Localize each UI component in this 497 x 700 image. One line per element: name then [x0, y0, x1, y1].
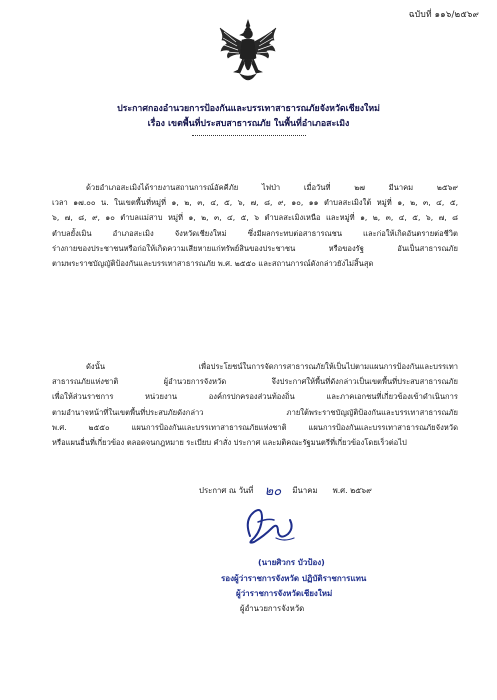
- paragraph-1-line: ด้วยอำเภอสะเมิงได้รายงานสถานการณ์อัคคีภัย ไฟป่า เมื่อวันที่ ๒๗ มีนาคม ๒๕๖๙: [86, 183, 458, 192]
- paragraph-2-line: หรือแผนอื่นที่เกี่ยวข้อง ตลอดจนกฎหมาย ระเบียบ คำสั่ง ประกาศ และมติคณะรัฐมนตรีที่เกี่ยวข้องโดยเร็วต่อไป: [52, 438, 407, 447]
- paragraph-1-line: ตำบลยั้งเมิน อำเภอสะเมิง จังหวัดเชียงใหม่ ซึ่งมีผลกระทบต่อสาธารณชน และก่อให้เกิดอันตรายต่อชีวิต: [52, 229, 458, 238]
- announcement-subject: เรื่อง เขตพื้นที่ประสบสาธารณภัย ในพื้นที่อำเภอสะเมิง: [147, 119, 350, 129]
- announce-day: ๒๐: [264, 484, 282, 499]
- announcement-title: ประกาศกองอำนวยการป้องกันและบรรเทาสาธารณภัยจังหวัดเชียงใหม่: [117, 104, 380, 114]
- garuda-emblem: [216, 18, 280, 86]
- announce-prefix: ประกาศ ณ วันที่: [199, 486, 254, 495]
- announce-year: พ.ศ. ๒๕๖๙: [332, 486, 372, 495]
- paragraph-1-line: ๖, ๗, ๘, ๙, ๑๐ ตำบลแม่สาบ หมู่ที่ ๑, ๒, ๓, ๔, ๕, ๖ ตำบลสะเมิงเหนือ และหมู่ที่ ๑, ๒, ๓, ๔, ๕, ๖, ๗, ๘: [52, 213, 458, 222]
- paragraph-1-line: เวลา ๑๗.๐๐ น. ในเขตพื้นที่หมู่ที่ ๑, ๒, ๓, ๔, ๕, ๖, ๗, ๘, ๙, ๑๐, ๑๑ ตำบลสะเมิงใต้ หมู่ที่ ๑, ๒, ๓, ๔, ๕,: [52, 198, 458, 207]
- announce-month: มีนาคม: [292, 486, 318, 495]
- paragraph-2-line: ดังนั้น เพื่อประโยชน์ในการจัดการสาธารณภัยให้เป็นไปตามแผนการป้องกันและบรรเทา: [86, 362, 458, 371]
- signer-position: ผู้อำนวยการจังหวัด: [240, 604, 305, 613]
- signer-position: รองผู้ว่าราชการจังหวัด ปฏิบัติราชการแทน: [221, 574, 367, 583]
- paragraph-2-line: เพื่อให้ส่วนราชการ หน่วยงาน องค์กรปกครองส่วนท้องถิ่น และภาคเอกชนที่เกี่ยวข้องเข้าดำเนินการ: [52, 392, 458, 401]
- paragraph-2-line: ตามอำนาจหน้าที่ในเขตพื้นที่ประสบภัยดังกล่าว ภายใต้พระราชบัญญัติป้องกันและบรรเทาสาธารณภัย: [52, 408, 458, 417]
- paragraph-1-line: ร่างกายของประชาชนหรือก่อให้เกิดความเสียหายแก่ทรัพย์สินของประชาชน หรือของรัฐ อันเป็นสาธารณภัย: [52, 244, 458, 253]
- paragraph-1-line: ตามพระราชบัญญัติป้องกันและบรรเทาสาธารณภัย พ.ศ. ๒๕๕๐ และสถานการณ์ดังกล่าวยังไม่สิ้นสุด: [52, 259, 374, 268]
- handwritten-signature: [228, 498, 308, 548]
- paragraph-2-line: พ.ศ. ๒๕๕๐ แผนการป้องกันและบรรเทาสาธารณภัยแห่งชาติ แผนการป้องกันและบรรเทาสาธารณภัยจังหวัด: [52, 423, 458, 432]
- signer-name: (นายศิวกร บัวป้อง): [258, 558, 325, 567]
- title-divider: [192, 135, 306, 136]
- announce-date-line: [199, 478, 372, 499]
- paragraph-2-line: สาธารณภัยแห่งชาติ ผู้อำนวยการจังหวัด จึงประกาศให้พื้นที่ดังกล่าวเป็นเขตพื้นที่ประสบสาธารณภัย: [52, 377, 458, 386]
- signer-position: ผู้ว่าราชการจังหวัดเชียงใหม่: [236, 589, 333, 598]
- document-number: ฉบับที่ ๑๑๖/๒๕๖๙: [408, 10, 479, 20]
